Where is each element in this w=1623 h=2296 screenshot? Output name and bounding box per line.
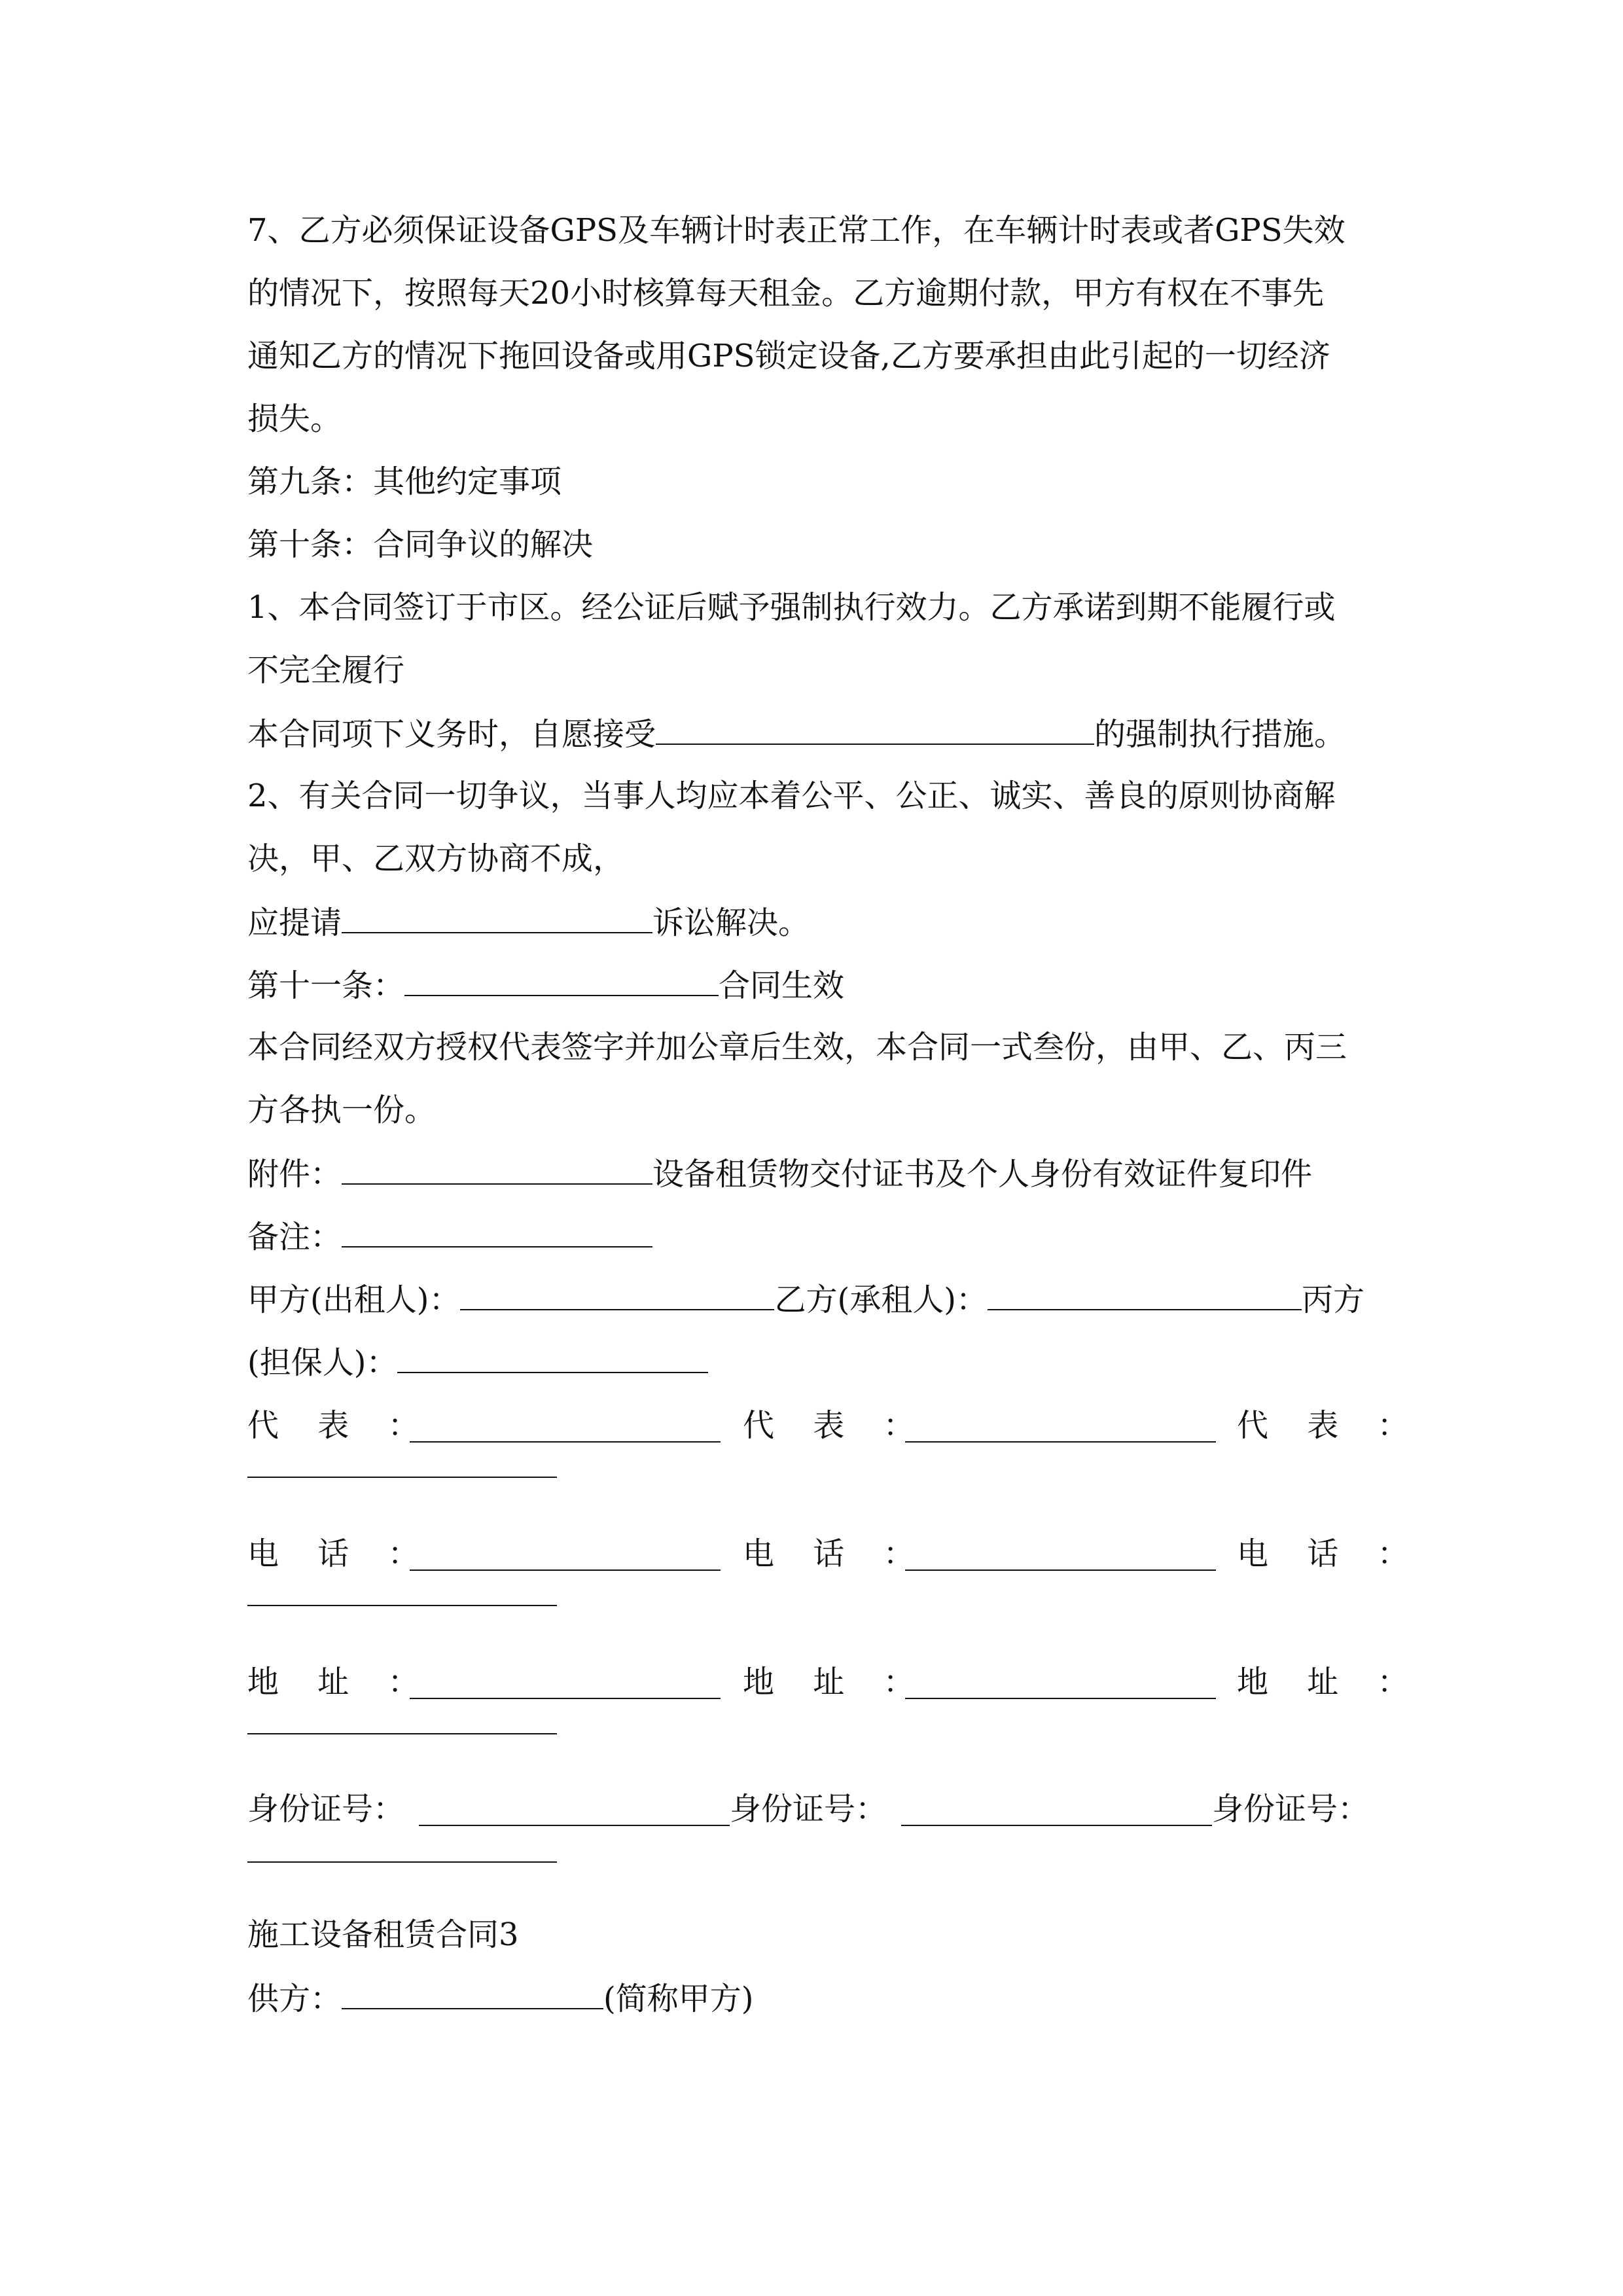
party-c-line <box>247 1342 1386 1382</box>
enforcement-blank[interactable] <box>656 713 1094 745</box>
clause1-line3-suffix: 的强制执行措施。 <box>1094 716 1346 753</box>
article-11-line <box>247 965 1386 1005</box>
effect-line2: 方各执一份。 <box>247 1092 437 1128</box>
id-number-label-a: 身份证号： <box>247 1791 405 1827</box>
effect-line1: 本合同经双方授权代表签字并加公章后生效，本合同一式叁份，由甲、乙、丙三 <box>247 1029 1347 1066</box>
party-c-label-part1: 丙方 <box>1301 1282 1364 1318</box>
party-c-blank[interactable] <box>397 1342 708 1373</box>
phone-blank-c[interactable] <box>247 1605 557 1606</box>
para7-line2: 的情况下，按照每天20小时核算每天租金。乙方逾期付款，甲方有权在不事先 <box>247 275 1325 312</box>
phone-label-b: 电 话 ： <box>743 1535 929 1572</box>
clause1-line3-prefix: 本合同项下义务时，自愿接受 <box>247 716 656 753</box>
address-label-a: 地 址 ： <box>247 1664 434 1700</box>
clause2-line3-suffix: 诉讼解决。 <box>652 905 810 941</box>
article-11-prefix: 第十一条： <box>247 967 405 1004</box>
party-c-label-part2: (担保人)： <box>247 1344 398 1381</box>
party-a-label: 甲方(出租人)： <box>247 1282 461 1318</box>
supplier-prefix: 供方： <box>247 1981 342 2017</box>
article-10-heading: 第十条：合同争议的解决 <box>247 526 594 563</box>
clause2-line2: 决，甲、乙双方协商不成， <box>247 840 625 877</box>
representative-label-c: 代 表 ： <box>1237 1407 1423 1444</box>
supplier-suffix: (简称甲方) <box>603 1981 754 2017</box>
remark-prefix: 备注： <box>247 1219 342 1255</box>
parties-line <box>247 1279 1386 1319</box>
attachment-suffix: 设备租赁物交付证书及个人身份有效证件复印件 <box>652 1156 1313 1193</box>
phone-blank-b[interactable] <box>905 1539 1216 1571</box>
representative-label-b: 代 表 ： <box>743 1407 929 1444</box>
representative-blank-c[interactable] <box>247 1477 557 1478</box>
attachment-blank[interactable] <box>342 1153 652 1185</box>
supplier-line <box>247 1978 1386 2018</box>
remark-line <box>247 1216 1386 1257</box>
article-9-heading: 第九条：其他约定事项 <box>247 463 562 500</box>
id-number-blank-a[interactable] <box>419 1795 730 1826</box>
attachment-line <box>247 1153 1386 1194</box>
article-11-suffix: 合同生效 <box>719 967 845 1004</box>
court-blank[interactable] <box>342 902 652 933</box>
id-number-label-c: 身份证号： <box>1212 1791 1370 1827</box>
address-label-c: 地 址 ： <box>1237 1664 1423 1700</box>
clause2-line3-prefix: 应提请 <box>247 905 342 941</box>
id-number-label-b: 身份证号： <box>730 1791 887 1827</box>
clause1-line3 <box>247 713 1386 754</box>
para7-line1: 7、乙方必须保证设备GPS及车辆计时表正常工作，在车辆计时表或者GPS失效 <box>247 212 1346 249</box>
phone-label-c: 电 话 ： <box>1237 1535 1423 1572</box>
address-blank-c[interactable] <box>247 1733 557 1734</box>
address-blank-a[interactable] <box>410 1668 721 1699</box>
id-number-blank-c[interactable] <box>247 1861 557 1863</box>
contract3-title: 施工设备租赁合同3 <box>247 1916 519 1953</box>
para7-line4: 损失。 <box>247 401 342 437</box>
representative-blank-a[interactable] <box>410 1411 721 1443</box>
attachment-prefix: 附件： <box>247 1156 342 1193</box>
phone-label-a: 电 话 ： <box>247 1535 434 1572</box>
party-b-label: 乙方(承租人)： <box>774 1282 988 1318</box>
representative-label-a: 代 表 ： <box>247 1407 434 1444</box>
remark-blank[interactable] <box>342 1216 652 1247</box>
party-b-blank[interactable] <box>988 1279 1302 1310</box>
phone-blank-a[interactable] <box>410 1539 721 1571</box>
effect-date-blank[interactable] <box>404 965 719 996</box>
address-label-b: 地 址 ： <box>743 1664 929 1700</box>
clause2-line1: 2、有关合同一切争议，当事人均应本着公平、公正、诚实、善良的原则协商解 <box>247 778 1336 814</box>
clause1-line2: 不完全履行 <box>247 652 405 689</box>
clause1-line1: 1、本合同签订于市区。经公证后赋予强制执行效力。乙方承诺到期不能履行或 <box>247 589 1336 626</box>
address-blank-b[interactable] <box>905 1668 1216 1699</box>
para7-line3: 通知乙方的情况下拖回设备或用GPS锁定设备,乙方要承担由此引起的一切经济 <box>247 338 1330 374</box>
id-number-blank-b[interactable] <box>901 1795 1212 1826</box>
supplier-blank[interactable] <box>342 1978 603 2009</box>
clause2-line3 <box>247 902 1386 942</box>
representative-blank-b[interactable] <box>905 1411 1216 1443</box>
party-a-blank[interactable] <box>460 1279 774 1310</box>
